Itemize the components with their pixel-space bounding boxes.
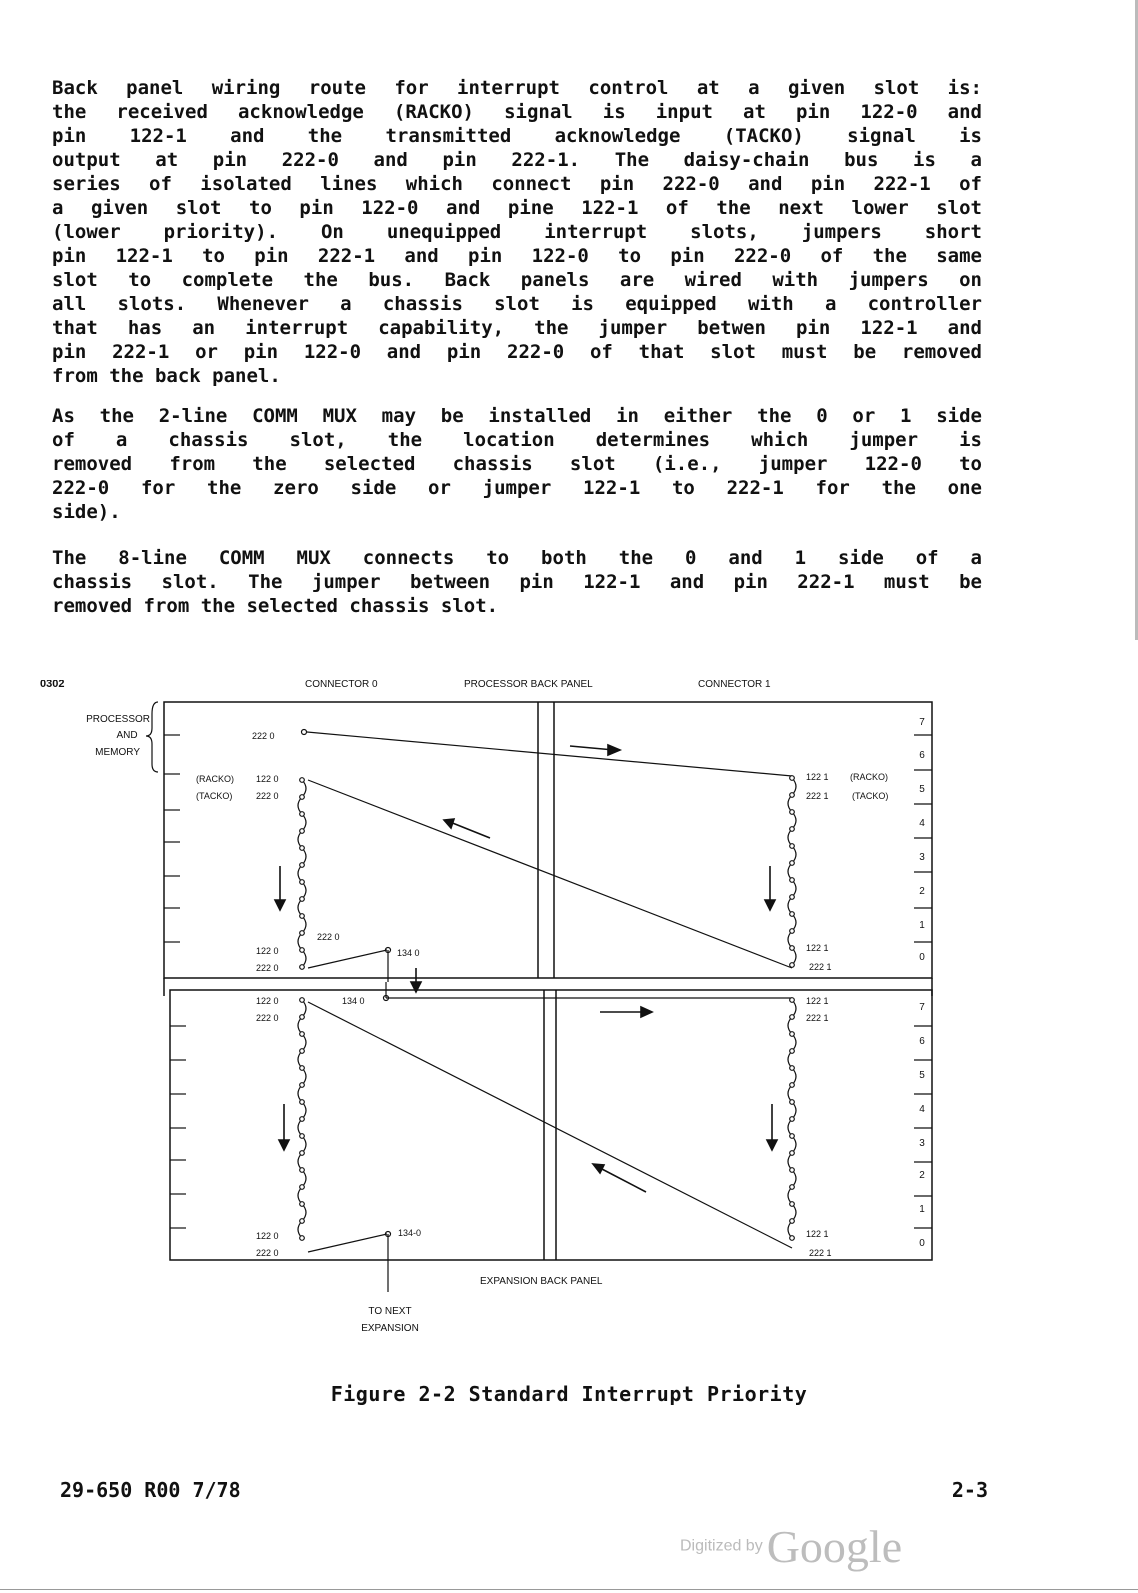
jumper-chains	[298, 776, 796, 1241]
paragraph-line: side).	[52, 501, 121, 523]
digitized-watermark	[680, 1520, 902, 1573]
paragraph-line: chassis slot. The jumper between pin 122-1 and pin 222-1 must be	[52, 571, 982, 593]
svg-text:5: 5	[919, 784, 925, 795]
chain-pin	[300, 1049, 305, 1054]
paragraph-2-line-comm-mux	[52, 404, 982, 524]
svg-text:122 0: 122 0	[256, 946, 279, 956]
expansion-slot-numbers	[919, 1002, 925, 1249]
chain-pin	[790, 1236, 795, 1241]
chain-pin	[790, 1151, 795, 1156]
chain-pin	[300, 1219, 305, 1224]
chain-pin	[790, 963, 795, 968]
chain-pin	[300, 1032, 305, 1037]
paragraph-line: pin 222-1 or pin 122-0 and pin 222-0 of that slot must be removed	[52, 341, 982, 363]
svg-text:222 1: 222 1	[809, 962, 832, 972]
paragraph-line: the received acknowledge (RACKO) signal is input at pin 122-0 and	[52, 101, 982, 123]
chain-pin	[300, 1066, 305, 1071]
chain-pin	[300, 795, 305, 800]
chain-pin	[790, 776, 795, 781]
paragraph-line: of a chassis slot, the location determines which jumper is	[52, 429, 982, 451]
paragraph-line: all slots. Whenever a chassis slot is equipped with a controller	[52, 293, 982, 315]
chain-pin	[300, 914, 305, 919]
svg-text:5: 5	[919, 1070, 925, 1081]
interrupt-priority-diagram	[40, 680, 980, 1350]
and-label: AND	[116, 730, 138, 741]
chain-pin	[300, 965, 305, 970]
connector-0-label: CONNECTOR 0	[305, 680, 378, 690]
paragraph-line: removed from the selected chassis slot.	[52, 595, 499, 617]
chain-pin	[300, 1236, 305, 1241]
svg-text:122 1: 122 1	[806, 996, 829, 1006]
chain-pin	[300, 1015, 305, 1020]
chain-pin	[790, 895, 795, 900]
jumper-chain	[788, 778, 796, 965]
svg-text:222 0: 222 0	[256, 791, 279, 801]
memory-label: MEMORY	[95, 747, 140, 758]
paragraph-8-line-comm-mux	[52, 546, 982, 618]
chain-pin	[300, 1117, 305, 1122]
paragraph-line: that has an interrupt capability, the jumper betwen pin 122-1 and	[52, 317, 982, 339]
chain-pin	[790, 1117, 795, 1122]
chain-pin	[300, 1100, 305, 1105]
svg-text:122 0: 122 0	[256, 996, 279, 1006]
figure-id: 0302	[40, 680, 65, 690]
chain-pin	[790, 1168, 795, 1173]
paragraph-line: a given slot to pin 122-0 and pine 122-1 of the next lower slot	[52, 197, 982, 219]
svg-text:3: 3	[919, 852, 925, 863]
right-slot-ticks	[914, 735, 932, 1228]
svg-text:222 1: 222 1	[809, 1248, 832, 1258]
svg-text:6: 6	[919, 1036, 925, 1047]
chain-pin	[300, 931, 305, 936]
svg-text:122 0: 122 0	[256, 774, 279, 784]
svg-text:222 0: 222 0	[256, 1248, 279, 1258]
processor-label: PROCESSOR	[86, 714, 150, 725]
chain-pin	[300, 1168, 305, 1173]
chain-pin	[300, 863, 305, 868]
chain-pin	[790, 1100, 795, 1105]
left-slot-ticks	[164, 735, 186, 1228]
chain-pin	[790, 793, 795, 798]
svg-text:1: 1	[919, 1204, 925, 1215]
paragraph-line: slot to complete the bus. Back panels are wired with jumpers on	[52, 269, 982, 291]
svg-text:2: 2	[919, 1170, 925, 1181]
svg-text:0: 0	[919, 1238, 925, 1249]
svg-text:222 0: 222 0	[252, 731, 275, 741]
svg-text:222 0: 222 0	[256, 963, 279, 973]
paragraph-line: pin 122-1 to pin 222-1 and pin 122-0 to pin 222-0 of the same	[52, 245, 982, 267]
expansion-back-panel-label: EXPANSION BACK PANEL	[480, 1276, 603, 1287]
chain-pin	[300, 812, 305, 817]
svg-text:(RACKO): (RACKO)	[850, 772, 888, 782]
chain-pin	[790, 844, 795, 849]
chain-pin	[300, 829, 305, 834]
chain-pin	[790, 878, 795, 883]
svg-text:(TACKO): (TACKO)	[852, 791, 889, 801]
processor-left-pin-labels	[196, 731, 420, 973]
paragraph-line: As the 2-line COMM MUX may be installed in either the 0 or 1 side	[52, 405, 982, 427]
chain-pin	[790, 1032, 795, 1037]
chain-pin	[790, 1185, 795, 1190]
paragraph-line: (lower priority). On unequipped interrupt slots, jumpers short	[52, 221, 982, 243]
paragraph-line: output at pin 222-0 and pin 222-1. The daisy-chain bus is a	[52, 149, 982, 171]
paragraph-wiring-route	[52, 76, 982, 388]
paragraph-line: series of isolated lines which connect pin 222-0 and pin 222-1 of	[52, 173, 982, 195]
svg-text:2: 2	[919, 886, 925, 897]
svg-text:(RACKO): (RACKO)	[196, 774, 234, 784]
chain-pin	[300, 1083, 305, 1088]
processor-back-panel-label: PROCESSOR BACK PANEL	[464, 680, 593, 690]
scan-bottom-edge	[0, 1589, 1138, 1590]
svg-text:7: 7	[919, 1002, 925, 1013]
svg-text:3: 3	[919, 1138, 925, 1149]
doc-number: 29-650 R00 7/78	[60, 1478, 241, 1502]
paragraph-line: Back panel wiring route for interrupt control at a given slot is:	[52, 77, 982, 99]
chain-pin	[300, 1134, 305, 1139]
chain-pin	[790, 1066, 795, 1071]
svg-text:222 0: 222 0	[317, 932, 340, 942]
figure-caption: Figure 2-2 Standard Interrupt Priority	[330, 1382, 808, 1406]
chain-pin	[300, 880, 305, 885]
chain-pin	[790, 1049, 795, 1054]
chain-pin	[300, 1151, 305, 1156]
chain-pin	[790, 827, 795, 832]
chain-pin	[790, 998, 795, 1003]
paragraph-line: removed from the selected chassis slot (i.e., jumper 122-0 to	[52, 453, 982, 475]
chain-pin	[300, 897, 305, 902]
paragraph-line: 222-0 for the zero side or jumper 122-1 to 222-1 for the one	[52, 477, 982, 499]
svg-text:222 0: 222 0	[256, 1013, 279, 1023]
chain-pin	[790, 1083, 795, 1088]
svg-text:222 1: 222 1	[806, 791, 829, 801]
chain-pin	[790, 810, 795, 815]
processor-panel-frame	[164, 702, 932, 978]
svg-text:122 1: 122 1	[806, 1229, 829, 1239]
chain-pin	[790, 861, 795, 866]
digitized-by-text: Digitized by	[680, 1537, 763, 1555]
svg-text:122 1: 122 1	[806, 772, 829, 782]
svg-text:4: 4	[919, 818, 925, 829]
chain-pin	[790, 1219, 795, 1224]
jumper-chain	[298, 780, 306, 967]
paragraph-line: The 8-line COMM MUX connects to both the 0 and 1 side of a	[52, 547, 982, 569]
connector-1-label: CONNECTOR 1	[698, 680, 771, 690]
svg-text:134 0: 134 0	[397, 948, 420, 958]
svg-text:1: 1	[919, 920, 925, 931]
svg-text:0: 0	[919, 952, 925, 963]
svg-text:134 0: 134 0	[342, 996, 365, 1006]
svg-text:6: 6	[919, 750, 925, 761]
svg-text:134-0: 134-0	[398, 1228, 422, 1238]
chain-pin	[790, 929, 795, 934]
svg-text:122 1: 122 1	[806, 943, 829, 953]
paragraph-line: pin 122-1 and the transmitted acknowledge (TACKO) signal is	[52, 125, 982, 147]
processor-slot-numbers	[919, 717, 925, 963]
google-logo: Google	[766, 1521, 903, 1572]
processor-brace	[146, 702, 158, 772]
processor-right-pin-labels	[806, 772, 888, 972]
svg-text:122 0: 122 0	[256, 1231, 279, 1241]
chain-pin	[300, 948, 305, 953]
direction-arrows	[275, 745, 777, 1192]
chain-pin	[790, 1202, 795, 1207]
chain-pin	[790, 912, 795, 917]
chain-pin	[790, 1015, 795, 1020]
chain-pin	[300, 1185, 305, 1190]
svg-text:4: 4	[919, 1104, 925, 1115]
chain-pin	[300, 778, 305, 783]
chain-pin	[300, 1202, 305, 1207]
svg-text:(TACKO): (TACKO)	[196, 791, 233, 801]
chain-pin	[790, 1134, 795, 1139]
chain-pin	[300, 998, 305, 1003]
expansion-label: EXPANSION	[361, 1323, 419, 1334]
chain-pin	[790, 946, 795, 951]
svg-text:222 1: 222 1	[806, 1013, 829, 1023]
to-next-label: TO NEXT	[368, 1306, 412, 1317]
svg-text:7: 7	[919, 717, 925, 728]
daisy-chain-wires	[302, 730, 793, 1293]
paragraph-line: from the back panel.	[52, 365, 281, 387]
page-number: 2-3	[951, 1478, 988, 1502]
chain-pin	[300, 846, 305, 851]
